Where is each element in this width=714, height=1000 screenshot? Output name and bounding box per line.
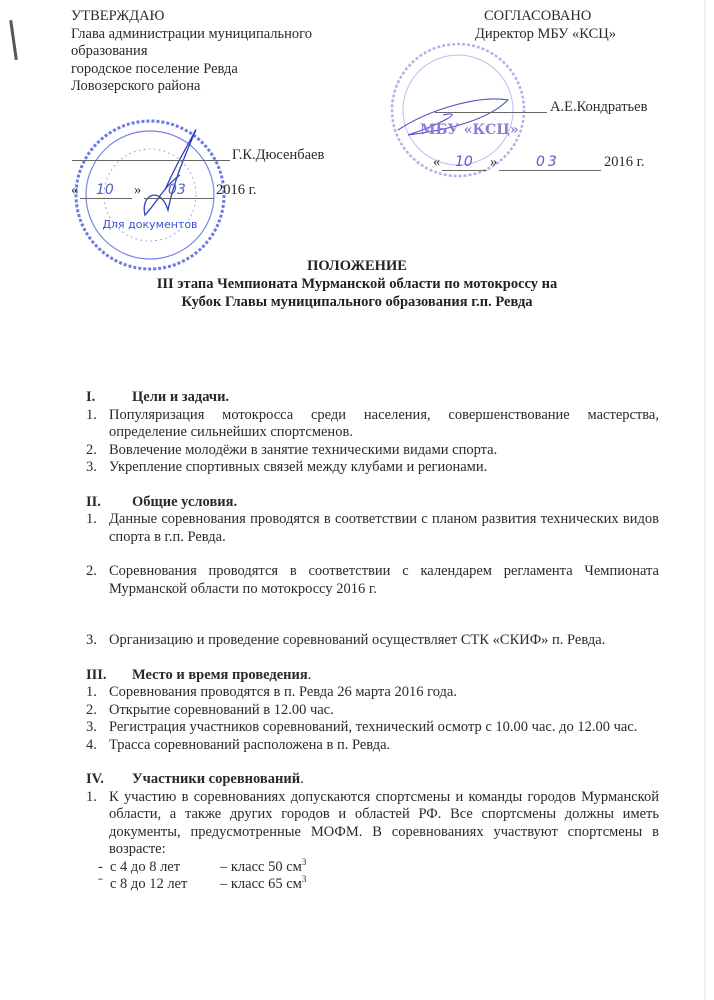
- section-title: Место и время проведения: [132, 666, 308, 683]
- item-text: Соревнования проводятся в соответствии с календарем регламента Чемпионата Мурманской области по мотокроссу 2016 г.: [109, 563, 659, 597]
- date-day-line: [80, 198, 132, 199]
- section-number: III.: [86, 666, 107, 683]
- list-item: [86, 702, 659, 720]
- list-item: [86, 632, 659, 650]
- age-class-row: [86, 876, 659, 894]
- title-subheading: Кубок Главы муниципального образования г.п. Ревда: [181, 294, 533, 310]
- agreement-heading: СОГЛАСОВАНО: [484, 8, 592, 24]
- date-quote-open: «: [433, 154, 441, 170]
- document-title: [0, 257, 714, 311]
- section-number: IV.: [86, 771, 104, 787]
- engine-class-text: – класс 65 см: [220, 876, 302, 892]
- document-body: [86, 389, 659, 894]
- engine-class: [220, 856, 307, 877]
- section-heading: [86, 667, 659, 685]
- section-title: Цели и задачи.: [132, 389, 230, 405]
- official-stamp-left: [70, 115, 230, 275]
- section-number: I.: [86, 389, 96, 405]
- date-month-handwritten: 03: [536, 154, 560, 170]
- item-text: Вовлечение молодёжи в занятие техническими видами спорта.: [109, 441, 498, 458]
- item-number: 2.: [86, 563, 97, 579]
- signature-line: [435, 112, 547, 113]
- section-title: Участники соревнований: [132, 771, 301, 787]
- date-year: 2016 г.: [604, 154, 645, 170]
- section-title-period: .: [307, 666, 312, 683]
- section-title-period: .: [300, 771, 304, 787]
- date-quote-open: «: [71, 182, 79, 198]
- item-number: 1.: [86, 511, 97, 527]
- item-number: 3.: [86, 719, 97, 735]
- date-day-handwritten: 10: [96, 182, 114, 198]
- engine-class-text: – класс 50 см: [220, 858, 302, 875]
- list-item: [86, 737, 659, 755]
- scan-edge-mark: [9, 20, 18, 60]
- date-quote-close: »: [134, 182, 142, 198]
- list-item: [86, 511, 659, 546]
- section-number: II.: [86, 493, 101, 510]
- age-range: с 4 до 8 лет: [110, 858, 181, 875]
- list-item: [86, 459, 659, 477]
- list-item: [86, 684, 659, 702]
- age-range: с 8 до 12 лет: [110, 876, 188, 892]
- list-item: [86, 719, 659, 737]
- item-text: Организацию и проведение соревнований осуществляет СТК «СКИФ» п. Ревда.: [109, 632, 606, 648]
- approver-title-line: Глава администрации муниципального: [71, 25, 312, 42]
- item-text: Данные соревнования проводятся в соответствии с планом развития технических видов спорта в г.п. Ревда.: [109, 511, 659, 545]
- item-text: Популяризация мотокросса среди населения, совершенствование мастерства, определение сильнейших спортсменов.: [109, 406, 659, 440]
- section-title: Общие условия.: [132, 493, 238, 510]
- engine-class-unit-exponent: 3: [301, 856, 307, 867]
- date-month-line: [144, 198, 214, 199]
- approval-block: [71, 8, 361, 96]
- item-number: 3.: [86, 459, 97, 475]
- list-item: [86, 789, 659, 859]
- age-class-row: [86, 856, 659, 877]
- date-month-line: [499, 170, 601, 171]
- engine-class: [220, 876, 306, 894]
- title-subheading: III этапа Чемпионата Мурманской области по мотокроссу на: [156, 276, 558, 292]
- item-text: Открытие соревнований в 12.00 час.: [109, 701, 334, 718]
- item-text: Соревнования проводятся в п. Ревда 26 марта 2016 года.: [109, 684, 457, 700]
- date-year: 2016 г.: [216, 182, 257, 198]
- item-text: К участию в соревнованиях допускаются спортсмены и команды городов Мурманской области, а также других городов и областей РФ. Все спортсмены должны иметь документы, предусмотренные МОФМ. В соревнованиях участвуют спортсмены в возрасте:: [109, 788, 659, 857]
- bullet-dash: ˉ: [98, 876, 103, 892]
- agreement-title-line: Директор МБУ «КСЦ»: [475, 25, 617, 42]
- date-day-line: [442, 170, 487, 171]
- signature-line: [72, 160, 230, 161]
- item-number: 2.: [86, 441, 97, 458]
- item-number: 4.: [86, 736, 97, 753]
- approval-heading: УТВЕРЖДАЮ: [71, 8, 165, 24]
- approver-title-line: Ловозерского района: [71, 78, 201, 94]
- item-number: 1.: [86, 406, 97, 423]
- date-day-handwritten: 10: [455, 154, 473, 170]
- date-quote-close: »: [490, 154, 498, 170]
- item-number: 1.: [86, 788, 97, 805]
- list-item: [86, 442, 659, 460]
- agreement-name: А.Е.Кондратьев: [550, 99, 648, 115]
- section-heading: [86, 771, 659, 789]
- approver-name: Г.К.Дюсенбаев: [232, 147, 325, 163]
- engine-class-unit-exponent: 3: [301, 874, 307, 885]
- date-month-handwritten: 03: [168, 182, 186, 198]
- list-item: [86, 563, 659, 598]
- stamp-center-text: Для документов: [102, 218, 198, 231]
- scan-right-edge: [704, 0, 706, 1000]
- title-heading: ПОЛОЖЕНИЕ: [307, 258, 407, 274]
- stamp-center-text: МБУ «КСЦ»: [420, 122, 519, 138]
- item-number: 1.: [86, 684, 97, 700]
- item-text: Регистрация участников соревнований, технический осмотр с 10.00 час. до 12.00 час.: [109, 719, 638, 735]
- approver-title-line: образования: [71, 43, 148, 59]
- item-text: Трасса соревнований расположена в п. Ревда.: [109, 736, 391, 753]
- agreement-block: [475, 8, 695, 43]
- stamp-inner-ring: [403, 55, 519, 165]
- list-item: [86, 407, 659, 442]
- item-number: 2.: [86, 701, 97, 718]
- item-text: Укрепление спортивных связей между клубами и регионами.: [109, 459, 488, 475]
- approver-title-line: городское поселение Ревда: [71, 60, 238, 77]
- item-number: 3.: [86, 632, 97, 648]
- section-heading: [86, 389, 659, 407]
- section-heading: [86, 494, 659, 512]
- bullet-dash: -: [98, 858, 103, 875]
